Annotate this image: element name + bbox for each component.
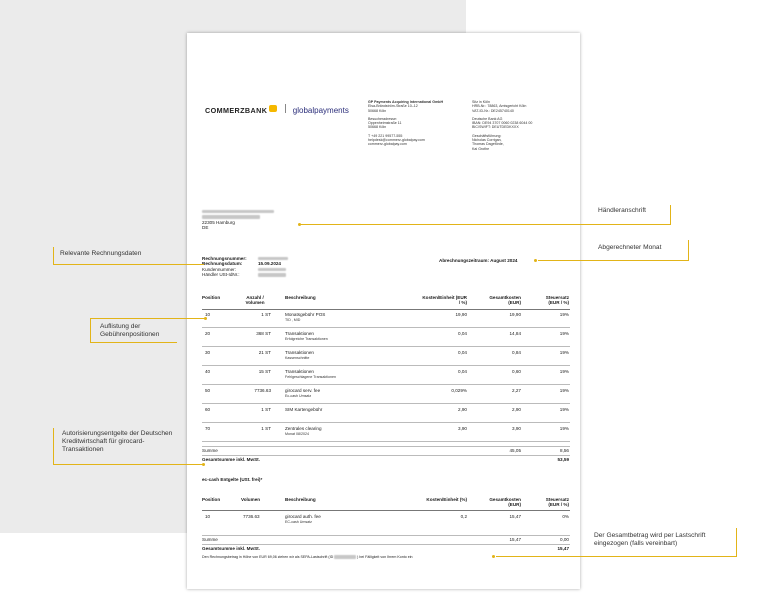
fee-row-tax: 19% bbox=[559, 407, 569, 412]
th-tax: Steuersatz (EUR / %) bbox=[545, 295, 569, 306]
commerzbank-ribbon-icon bbox=[269, 105, 277, 112]
fee-row-pos: 60 bbox=[205, 407, 211, 412]
annotation-rechnungsdaten: Relevante Rechnungsdaten bbox=[60, 250, 142, 257]
th-qty: Anzahl / Volumen bbox=[245, 295, 265, 306]
fee-row-pos: 20 bbox=[205, 331, 211, 336]
billing-period: Abrechnungszeitraum: August 2024 bbox=[439, 258, 518, 263]
fee-row-unit: 0,04 bbox=[458, 350, 467, 355]
redacted-street bbox=[202, 215, 260, 218]
fee-row-pos: 50 bbox=[205, 388, 211, 393]
fees-sum-label: Summe bbox=[202, 448, 218, 453]
ec-th-unit: Kosten/Einheit (%) bbox=[426, 497, 467, 502]
fee-row-pos: 70 bbox=[205, 426, 211, 431]
ec-row-sub: EC-cash Umsatz bbox=[285, 520, 312, 524]
fee-row-tax: 19% bbox=[559, 350, 569, 355]
ec-row-pos: 10 bbox=[205, 514, 211, 519]
sum-rule bbox=[202, 446, 570, 447]
invoice-document bbox=[187, 33, 580, 589]
fees-sum-total: 45,05 bbox=[509, 448, 521, 453]
annotation-monat: Abgerechneter Monat bbox=[598, 244, 662, 251]
ec-th-position: Position bbox=[202, 497, 221, 502]
fee-row-total: 0,60 bbox=[512, 369, 521, 374]
fee-row-qty: 1 ST bbox=[261, 426, 271, 431]
fee-row-sub: Erfolgreiche Transaktionen bbox=[285, 337, 328, 341]
fee-row-unit: 0,04 bbox=[458, 369, 467, 374]
ec-grand-rule bbox=[202, 544, 570, 545]
registry-block: Sitz in Köln HRB-Nr.: 78863, Amtsgericht Köln VAT-ID-Nr.: DE245740140 Deutsche Bank AG IBAN: DE94 3707 0060 0238 6044 00 BIC/SWIFT: DEUTDEDKXXX Geschäftsführung: Nicholas Corrigan, Thomas Dageförde, Kai Grothe bbox=[472, 100, 533, 151]
th-desc: Beschreibung bbox=[285, 295, 316, 300]
fee-row-tax: 19% bbox=[559, 426, 569, 431]
table-rule bbox=[202, 309, 570, 310]
fee-row-desc: Transaktionen bbox=[285, 369, 314, 374]
fee-row-qty: 1 ST bbox=[261, 407, 271, 412]
fee-row-desc: Transaktionen bbox=[285, 350, 314, 355]
annotation-auflistung: Auflistung der Gebührenpositionen bbox=[100, 323, 160, 338]
fees-grand-total: 53,59 bbox=[557, 457, 569, 462]
fee-row-tax: 19% bbox=[559, 331, 569, 336]
fee-row-desc: Zentrales clearing bbox=[285, 426, 322, 431]
invoice-meta: Rechnungsnummer: Rechnungsdatum: 15.09.2024 Kundennummer: Händler USt-IdNr.: bbox=[202, 256, 288, 278]
row-divider bbox=[202, 346, 570, 347]
fee-row-unit: 2,90 bbox=[458, 407, 467, 412]
fee-row-total: 0,84 bbox=[512, 350, 521, 355]
ec-sum-label: Summe bbox=[202, 537, 218, 542]
fee-row-sub: TID , MID bbox=[285, 318, 301, 322]
fee-row-qty: 15 ST bbox=[258, 369, 271, 374]
ec-th-tax: Steuersatz (EUR / %) bbox=[545, 497, 569, 508]
fee-row-sub: Fehlgeschlagene Transaktionen bbox=[285, 375, 336, 379]
row-divider bbox=[202, 384, 570, 385]
ec-grand-label: Gesamtsumme inkl. MwSt. bbox=[202, 546, 260, 551]
ec-table-rule bbox=[202, 510, 570, 511]
fee-row-desc: Transaktionen bbox=[285, 331, 314, 336]
fee-row-qty: 368 ST bbox=[256, 331, 271, 336]
fee-row-total: 3,90 bbox=[512, 426, 521, 431]
ec-sum-total: 15,47 bbox=[509, 537, 521, 542]
fee-row-qty: 1 ST bbox=[261, 312, 271, 317]
ec-title: ec-cash Entgelte (USt. frei)* bbox=[202, 477, 263, 482]
ec-row-tax: 0% bbox=[562, 514, 569, 519]
ec-th-desc: Beschreibung bbox=[285, 497, 316, 502]
fee-row-unit: 0,029% bbox=[451, 388, 467, 393]
gp-company-block: GP Payments Acquiring International GmbH Elsa-Brändström-Straße 10–12 50668 Köln Besucheradresse: Oppenheimstraße 11 50668 Köln T +49 221 99577-555 helpdesk@commerz-globalpay.com commerz-globalpay.com bbox=[368, 100, 444, 147]
ec-grand-total: 15,47 bbox=[557, 546, 569, 551]
row-divider bbox=[202, 327, 570, 328]
fee-row-desc: girocard serv. fee bbox=[285, 388, 321, 393]
footer-note: Den Rechnungsbetrag in Höhe von EUR 69,06 ziehen wir als SEPA-Lastschrift (ID ) bei Fälligkeit von Ihrem Konto ein bbox=[202, 555, 413, 559]
fee-row-pos: 40 bbox=[205, 369, 211, 374]
fee-row-qty: 7736.63 bbox=[254, 388, 271, 393]
fee-row-total: 14,84 bbox=[509, 331, 521, 336]
fee-row-desc: SIM Kartengebühr bbox=[285, 407, 323, 412]
ec-row-unit: 0,2 bbox=[460, 514, 467, 519]
row-divider bbox=[202, 403, 570, 404]
fee-row-pos: 30 bbox=[205, 350, 211, 355]
redacted-name bbox=[202, 210, 274, 213]
fee-row-sub: Ec-cash Umsatz bbox=[285, 394, 312, 398]
annotation-gesamtbetrag: Der Gesamtbetrag wird per Lastschrift eingezogen (falls vereinbart) bbox=[594, 532, 706, 547]
logo-divider bbox=[285, 104, 286, 113]
recipient-address: 22305 Hamburg DE bbox=[202, 209, 274, 231]
ec-sum-rule bbox=[202, 535, 570, 536]
fee-row-desc: Monatsgebühr POS bbox=[285, 312, 326, 317]
row-divider bbox=[202, 365, 570, 366]
fees-sum-tax: 8,56 bbox=[560, 448, 569, 453]
fee-row-unit: 3,90 bbox=[458, 426, 467, 431]
ec-row-desc: girocard auth. fee bbox=[285, 514, 321, 519]
fees-grand-label: Gesamtsumme inkl. MwSt. bbox=[202, 457, 260, 462]
fee-row-tax: 19% bbox=[559, 388, 569, 393]
th-total: Gesamtkosten (EUR) bbox=[489, 295, 521, 306]
row-divider bbox=[202, 441, 570, 442]
logo-area bbox=[205, 100, 349, 118]
annotation-haendleranschrift: Händleranschrift bbox=[598, 207, 647, 214]
fee-row-tax: 19% bbox=[559, 312, 569, 317]
annotation-autorisierung: Autorisierungsentgelte der Deutschen Kreditwirtschaft für girocard-Transaktionen bbox=[62, 430, 173, 453]
grand-rule bbox=[202, 455, 570, 456]
fee-row-unit: 19,90 bbox=[455, 312, 467, 317]
fee-row-unit: 0,04 bbox=[458, 331, 467, 336]
ec-th-qty: Volumen bbox=[241, 497, 261, 502]
fee-row-total: 2,90 bbox=[512, 407, 521, 412]
fee-row-sub: Monat 08/2024 bbox=[285, 432, 309, 436]
globalpayments-logo: globalpayments bbox=[292, 106, 349, 115]
ec-row-qty: 7736.63 bbox=[243, 514, 260, 519]
fee-row-sub: Kassenschnitte bbox=[285, 356, 310, 360]
commerzbank-logo: COMMERZBANK bbox=[205, 106, 268, 115]
fee-row-pos: 10 bbox=[205, 312, 211, 317]
fee-row-qty: 21 ST bbox=[258, 350, 271, 355]
row-divider bbox=[202, 422, 570, 423]
fee-row-total: 19,90 bbox=[509, 312, 521, 317]
fee-row-tax: 19% bbox=[559, 369, 569, 374]
th-unit: Kosten/Einheit (EUR / %) bbox=[422, 295, 467, 306]
th-position: Position bbox=[202, 295, 221, 300]
ec-sum-tax: 0,00 bbox=[560, 537, 569, 542]
ec-row-total: 15,47 bbox=[509, 514, 521, 519]
fee-row-total: 2,27 bbox=[512, 388, 521, 393]
ec-th-total: Gesamtkosten (EUR) bbox=[489, 497, 521, 508]
